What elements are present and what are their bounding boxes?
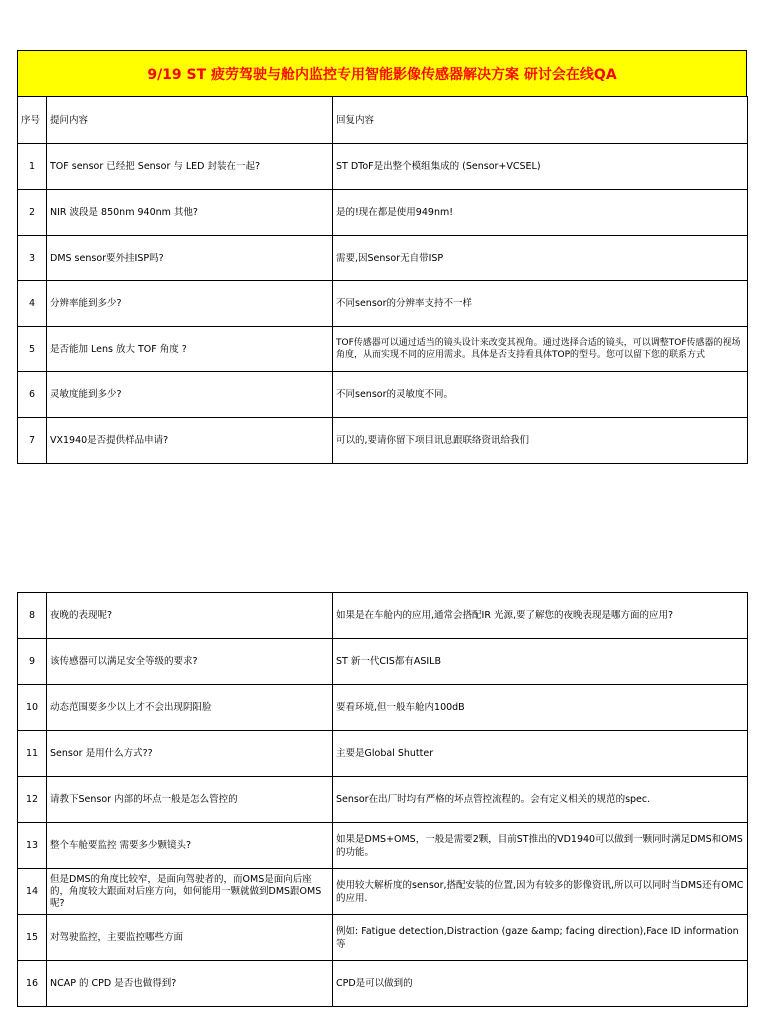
table-row [18,372,748,418]
row-number: 12 [18,777,47,823]
row-number: 6 [18,372,47,418]
row-number: 15 [18,915,47,961]
answer-cell: 主要是Global Shutter [333,731,748,777]
table-header-row [18,97,748,144]
table-row [18,639,748,685]
header-no: 序号 [18,97,47,144]
answer-cell: 如果是DMS+OMS，一般是需要2颗，目前ST推出的VD1940可以做到一颗同时满足DMS和OMS的功能。 [333,823,748,869]
table-row [18,190,748,236]
table-row [18,685,748,731]
question-cell: 灵敏度能到多少? [47,372,333,418]
row-number: 1 [18,144,47,190]
question-cell: 但是DMS的角度比较窄，是面向驾驶者的，而OMS是面向后座的，角度较大跟面对后座方向，如何能用一颗就做到DMS跟OMS呢? [47,869,333,915]
row-number: 4 [18,281,47,327]
answer-cell: 可以的,要请你留下项目讯息跟联络资讯给我们 [333,418,748,464]
table-row [18,823,748,869]
qa-table-part1 [17,96,748,464]
table-row [18,236,748,281]
answer-cell: ST 新一代CIS都有ASILB [333,639,748,685]
row-number: 7 [18,418,47,464]
table-row [18,915,748,961]
table-row [18,961,748,1007]
answer-cell: Sensor在出厂时均有严格的坏点管控流程的。会有定义相关的规范的spec. [333,777,748,823]
question-cell: 夜晚的表现呢? [47,593,333,639]
question-cell: 对驾驶监控，主要监控哪些方面 [47,915,333,961]
qa-table-part2 [17,592,748,1007]
answer-cell: 要看环境,但一般车舱内100dB [333,685,748,731]
question-cell: TOF sensor 已经把 Sensor 与 LED 封装在一起? [47,144,333,190]
answer-cell: 例如: Fatigue detection,Distraction (gaze &amp; facing direction),Face ID information等 [333,915,748,961]
row-number: 3 [18,236,47,281]
answer-cell: 是的!现在都是使用949nm! [333,190,748,236]
question-cell: NCAP 的 CPD 是否也做得到? [47,961,333,1007]
table-row [18,777,748,823]
table-row [18,281,748,327]
row-number: 8 [18,593,47,639]
table-row [18,731,748,777]
question-cell: 请教下Sensor 内部的坏点一般是怎么管控的 [47,777,333,823]
question-cell: 整个车舱要监控 需要多少颗镜头? [47,823,333,869]
question-cell: NIR 波段是 850nm 940nm 其他? [47,190,333,236]
row-number: 9 [18,639,47,685]
row-number: 14 [18,869,47,915]
table-row [18,144,748,190]
answer-cell: ST DToF是出整个模组集成的 (Sensor+VCSEL) [333,144,748,190]
question-cell: VX1940是否提供样品申请? [47,418,333,464]
table-row [18,418,748,464]
answer-cell: 需要,因Sensor无自带ISP [333,236,748,281]
question-cell: 该传感器可以满足安全等级的要求? [47,639,333,685]
table-row [18,593,748,639]
row-number: 16 [18,961,47,1007]
page-title: 9/19 ST 疲劳驾驶与舱内监控专用智能影像传感器解决方案 研讨会在线QA [17,50,747,97]
answer-cell: 如果是在车舱内的应用,通常会搭配IR 光源,要了解您的夜晚表现是哪方面的应用? [333,593,748,639]
table-row [18,327,748,372]
question-cell: 分辨率能到多少? [47,281,333,327]
row-number: 2 [18,190,47,236]
answer-cell: 使用较大解析度的sensor,搭配安装的位置,因为有较多的影像资讯,所以可以同时当DMS还有OMC的应用. [333,869,748,915]
question-cell: 是否能加 Lens 放大 TOF 角度 ? [47,327,333,372]
table-row [18,869,748,915]
row-number: 5 [18,327,47,372]
question-cell: 动态范围要多少以上才不会出现阴阳脸 [47,685,333,731]
header-question: 提问内容 [47,97,333,144]
answer-cell: CPD是可以做到的 [333,961,748,1007]
row-number: 10 [18,685,47,731]
question-cell: DMS sensor要外挂ISP吗? [47,236,333,281]
row-number: 11 [18,731,47,777]
header-answer: 回复内容 [333,97,748,144]
row-number: 13 [18,823,47,869]
answer-cell: 不同sensor的灵敏度不同。 [333,372,748,418]
answer-cell: 不同sensor的分辨率支持不一样 [333,281,748,327]
question-cell: Sensor 是用什么方式?? [47,731,333,777]
answer-cell: TOF传感器可以通过适当的镜头设计来改变其视角。通过选择合适的镜头，可以调整TOF传感器的视场角度，从而实现不同的应用需求。具体是否支持看具体TOP的型号。您可以留下您的联系方式 [333,327,748,372]
